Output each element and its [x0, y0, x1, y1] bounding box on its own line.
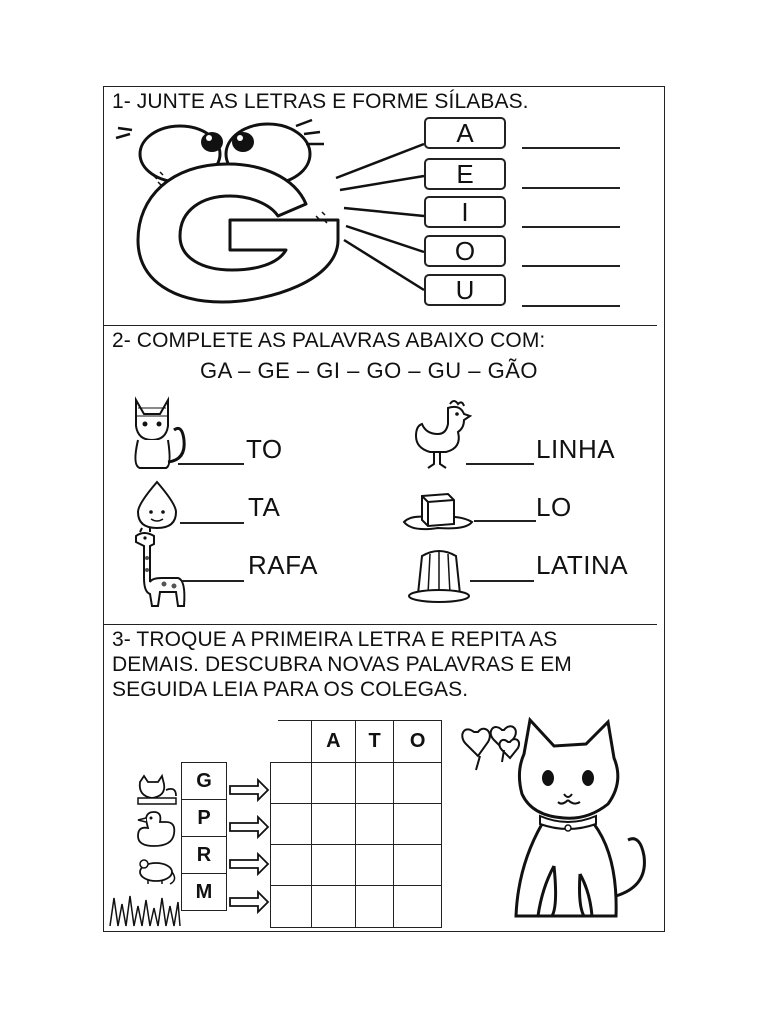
grid-cell[interactable]: [394, 845, 442, 886]
word-linha: LINHA: [536, 434, 616, 464]
vowel-box-e: E: [424, 158, 506, 190]
vowel-box-u: U: [424, 274, 506, 306]
cat-icon: [130, 396, 192, 470]
start-letter-column: [181, 762, 227, 911]
grid-header-t: T: [356, 721, 394, 763]
section3-title-line3: SEGUIDA LEIA PARA OS COLEGAS.: [112, 678, 469, 701]
grid-cell[interactable]: [311, 845, 356, 886]
vowel-box-o: O: [424, 235, 506, 267]
gelatin-icon: [404, 546, 474, 604]
grid-header-o: O: [394, 721, 442, 763]
blank-line-gelatina[interactable]: [470, 580, 534, 582]
giraffe-icon: [132, 528, 188, 608]
grass-icon: [108, 892, 182, 928]
section-divider: [104, 325, 657, 326]
blank-line-gelo[interactable]: [474, 520, 536, 522]
word-ta: TA: [248, 492, 281, 522]
grid-cell[interactable]: [394, 804, 442, 845]
section1-title: 1- JUNTE AS LETRAS E FORME SÍLABAS.: [112, 90, 529, 113]
answer-blank-u[interactable]: [522, 305, 620, 307]
grid-cell[interactable]: [394, 886, 442, 928]
mouse-icon: [134, 856, 178, 886]
ice-cube-icon: [402, 486, 476, 532]
grid-cell[interactable]: [311, 763, 356, 804]
duck-icon: [134, 810, 178, 848]
grid-cell[interactable]: [356, 763, 394, 804]
vowel-box-i: I: [424, 196, 506, 228]
grid-header-a: A: [311, 721, 356, 763]
answer-blank-i[interactable]: [522, 226, 620, 228]
grid-cell[interactable]: [311, 804, 356, 845]
blank-line-girafa[interactable]: [182, 580, 244, 582]
section-divider: [104, 624, 657, 625]
hen-icon: [412, 398, 472, 472]
grid-cell[interactable]: [271, 763, 312, 804]
start-letter-r: R: [182, 837, 227, 874]
section3-title-line2: DEMAIS. DESCUBRA NOVAS PALAVRAS E EM: [112, 653, 572, 676]
grid-cell[interactable]: [271, 845, 312, 886]
answer-blank-o[interactable]: [522, 265, 620, 267]
cat-illustration-icon: [488, 716, 650, 924]
kitten-icon: [136, 776, 180, 806]
blank-line-gota[interactable]: [180, 522, 244, 524]
arrow-icons: [228, 778, 272, 918]
section2-title: 2- COMPLETE AS PALAVRAS ABAIXO COM:: [112, 329, 546, 352]
word-to: TO: [246, 434, 283, 464]
word-latina: LATINA: [536, 550, 629, 580]
start-letter-g: G: [182, 763, 227, 800]
syllable-list: GA – GE – GI – GO – GU – GÃO: [200, 358, 539, 383]
connector-lines: [330, 130, 430, 300]
word-lo: LO: [536, 492, 572, 522]
grid-cell[interactable]: [271, 804, 312, 845]
blank-line-galinha[interactable]: [466, 463, 534, 465]
grid-cell[interactable]: [356, 804, 394, 845]
blank-line-gato[interactable]: [178, 463, 244, 465]
drop-icon: [132, 480, 182, 530]
start-letter-p: P: [182, 800, 227, 837]
answer-blank-a[interactable]: [522, 147, 620, 149]
vowel-box-a: A: [424, 117, 506, 149]
word-grid: [270, 720, 442, 928]
answer-blank-e[interactable]: [522, 187, 620, 189]
section3-title-line1: 3- TROQUE A PRIMEIRA LETRA E REPITA AS: [112, 628, 558, 651]
grid-cell[interactable]: [271, 886, 312, 928]
word-rafa: RAFA: [248, 550, 318, 580]
letter-g-character-icon: [110, 112, 360, 312]
grid-header-empty: [271, 721, 312, 763]
grid-cell[interactable]: [356, 845, 394, 886]
start-letter-m: M: [182, 874, 227, 911]
grid-cell[interactable]: [356, 886, 394, 928]
grid-cell[interactable]: [394, 763, 442, 804]
grid-cell[interactable]: [311, 886, 356, 928]
